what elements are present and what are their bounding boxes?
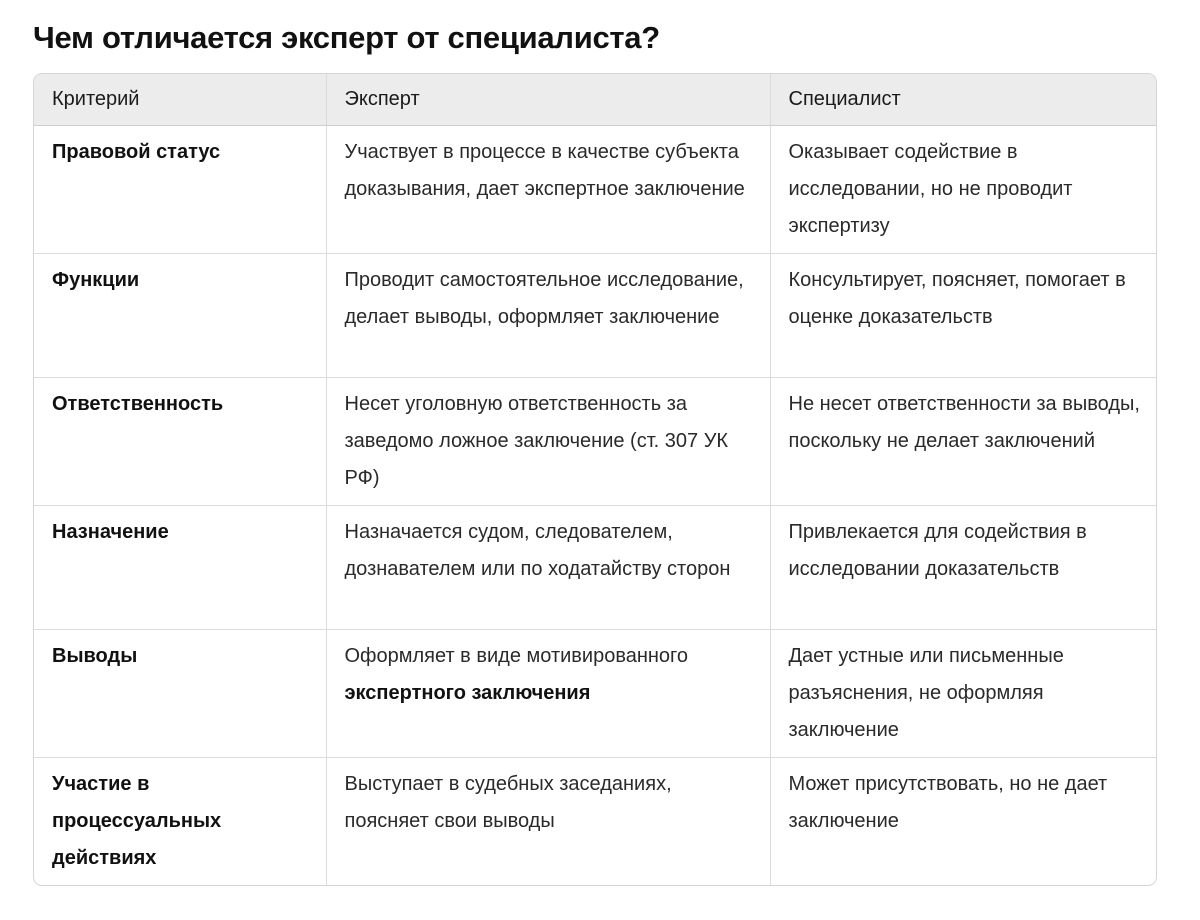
expert-cell: Участвует в процессе в качестве субъекта доказывания, дает экспертное заключение xyxy=(326,126,770,254)
criterion-cell: Назначение xyxy=(34,506,326,630)
header-row xyxy=(34,74,1157,126)
header-expert: Эксперт xyxy=(326,74,770,126)
header-specialist: Специалист xyxy=(770,74,1157,126)
expert-text: Оформляет в виде мотивированного xyxy=(344,645,689,667)
table-row xyxy=(34,506,1157,630)
table-row xyxy=(34,758,1157,886)
criterion-cell: Функции xyxy=(34,254,326,378)
table-body xyxy=(34,126,1157,886)
specialist-cell: Может присутствовать, но не дает заключение xyxy=(770,758,1157,886)
specialist-cell: Консультирует, поясняет, помогает в оценке доказательств xyxy=(770,254,1157,378)
specialist-cell: Не несет ответственности за выводы, поскольку не делает заключений xyxy=(770,378,1157,506)
specialist-cell: Оказывает содействие в исследовании, но не проводит экспертизу xyxy=(770,126,1157,254)
table-header xyxy=(34,74,1157,126)
table-row xyxy=(34,378,1157,506)
expert-cell: Назначается судом, следователем, дознавателем или по ходатайству сторон xyxy=(326,506,770,630)
criterion-cell: Выводы xyxy=(34,630,326,758)
criterion-cell: Участие в процессуальных действиях xyxy=(34,758,326,886)
specialist-cell: Привлекается для содействия в исследовании доказательств xyxy=(770,506,1157,630)
page-title: Чем отличается эксперт от специалиста? xyxy=(33,20,660,55)
expert-cell: Проводит самостоятельное исследование, делает выводы, оформляет заключение xyxy=(326,254,770,378)
comparison-table-grid xyxy=(34,74,1157,885)
table-row xyxy=(34,254,1157,378)
expert-cell: Несет уголовную ответственность за заведомо ложное заключение (ст. 307 УК РФ) xyxy=(326,378,770,506)
comparison-table xyxy=(33,73,1157,886)
specialist-cell: Дает устные или письменные разъяснения, не оформляя заключение xyxy=(770,630,1157,758)
expert-text-bold: экспертного заключения xyxy=(344,682,591,704)
criterion-cell: Правовой статус xyxy=(52,141,221,163)
header-criterion: Критерий xyxy=(34,74,326,126)
expert-cell xyxy=(326,630,770,758)
table-row xyxy=(34,126,1157,254)
criterion-cell: Ответственность xyxy=(34,378,326,506)
table-row xyxy=(34,630,1157,758)
expert-cell: Выступает в судебных заседаниях, поясняет свои выводы xyxy=(326,758,770,886)
